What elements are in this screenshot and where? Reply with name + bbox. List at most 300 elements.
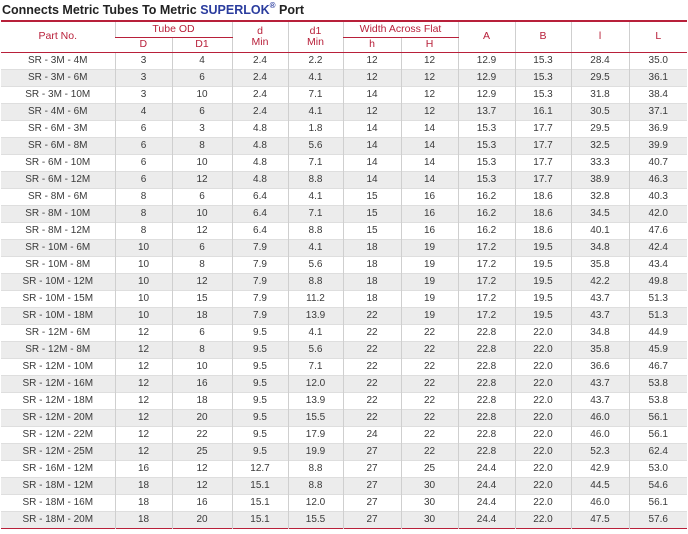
header-width-across-flat: Width Across Flat <box>343 21 458 37</box>
cell-tube-d: 6 <box>115 120 172 137</box>
cell-d-min: 7.9 <box>232 273 288 290</box>
cell-L: 49.8 <box>629 273 687 290</box>
cell-flat-H: 30 <box>401 511 458 528</box>
table-row <box>1 205 687 222</box>
cell-flat-h: 14 <box>343 137 401 154</box>
cell-L: 36.1 <box>629 69 687 86</box>
cell-b: 19.5 <box>515 307 571 324</box>
header-d-label: d <box>257 24 263 37</box>
cell-L: 38.4 <box>629 86 687 103</box>
cell-part-no: SR - 8M - 6M <box>1 188 115 205</box>
cell-part-no: SR - 10M - 18M <box>1 307 115 324</box>
cell-a: 22.8 <box>458 392 515 409</box>
cell-l: 44.5 <box>571 477 629 494</box>
cell-d-min: 2.4 <box>232 103 288 120</box>
cell-flat-h: 22 <box>343 409 401 426</box>
cell-l: 47.5 <box>571 511 629 528</box>
cell-b: 22.0 <box>515 494 571 511</box>
cell-tube-d: 3 <box>115 86 172 103</box>
cell-flat-H: 19 <box>401 239 458 256</box>
cell-a: 24.4 <box>458 460 515 477</box>
registered-mark: ® <box>269 1 276 10</box>
cell-d-min: 2.4 <box>232 86 288 103</box>
cell-l: 35.8 <box>571 256 629 273</box>
cell-flat-h: 12 <box>343 103 401 120</box>
cell-tube-d1: 10 <box>172 358 232 375</box>
cell-tube-d1: 12 <box>172 222 232 239</box>
cell-flat-H: 19 <box>401 307 458 324</box>
table-row <box>1 341 687 358</box>
cell-L: 47.6 <box>629 222 687 239</box>
cell-part-no: SR - 12M - 25M <box>1 443 115 460</box>
cell-flat-H: 22 <box>401 409 458 426</box>
cell-L: 56.1 <box>629 494 687 511</box>
cell-flat-h: 18 <box>343 290 401 307</box>
cell-tube-d1: 6 <box>172 324 232 341</box>
title-suffix: Port <box>275 3 305 17</box>
cell-b: 22.0 <box>515 392 571 409</box>
cell-part-no: SR - 6M - 3M <box>1 120 115 137</box>
cell-b: 22.0 <box>515 460 571 477</box>
cell-tube-d: 6 <box>115 171 172 188</box>
cell-l: 46.0 <box>571 409 629 426</box>
cell-part-no: SR - 10M - 12M <box>1 273 115 290</box>
cell-L: 46.3 <box>629 171 687 188</box>
cell-d1-min: 15.5 <box>288 511 343 528</box>
cell-tube-d1: 12 <box>172 477 232 494</box>
cell-b: 22.0 <box>515 324 571 341</box>
cell-l: 46.0 <box>571 494 629 511</box>
cell-flat-H: 30 <box>401 494 458 511</box>
cell-part-no: SR - 3M - 6M <box>1 69 115 86</box>
cell-b: 22.0 <box>515 358 571 375</box>
cell-d1-min: 13.9 <box>288 307 343 324</box>
cell-d-min: 9.5 <box>232 341 288 358</box>
cell-flat-H: 19 <box>401 256 458 273</box>
cell-d1-min: 8.8 <box>288 477 343 494</box>
cell-l: 38.9 <box>571 171 629 188</box>
table-row <box>1 120 687 137</box>
cell-L: 56.1 <box>629 426 687 443</box>
cell-a: 24.4 <box>458 511 515 528</box>
cell-flat-H: 19 <box>401 273 458 290</box>
cell-flat-H: 14 <box>401 137 458 154</box>
cell-flat-H: 19 <box>401 290 458 307</box>
cell-tube-d1: 10 <box>172 154 232 171</box>
cell-a: 17.2 <box>458 290 515 307</box>
cell-L: 53.8 <box>629 375 687 392</box>
table-row <box>1 188 687 205</box>
cell-tube-d1: 4 <box>172 52 232 69</box>
cell-L: 44.9 <box>629 324 687 341</box>
cell-flat-H: 25 <box>401 460 458 477</box>
cell-d1-min: 4.1 <box>288 103 343 120</box>
cell-part-no: SR - 6M - 12M <box>1 171 115 188</box>
cell-b: 22.0 <box>515 443 571 460</box>
cell-d-min: 4.8 <box>232 154 288 171</box>
cell-a: 17.2 <box>458 256 515 273</box>
cell-l: 43.7 <box>571 375 629 392</box>
cell-flat-H: 14 <box>401 120 458 137</box>
cell-flat-H: 22 <box>401 358 458 375</box>
cell-part-no: SR - 12M - 6M <box>1 324 115 341</box>
table-row <box>1 171 687 188</box>
cell-part-no: SR - 12M - 16M <box>1 375 115 392</box>
cell-b: 17.7 <box>515 120 571 137</box>
cell-l: 35.8 <box>571 341 629 358</box>
cell-flat-H: 14 <box>401 171 458 188</box>
cell-a: 24.4 <box>458 477 515 494</box>
cell-flat-h: 22 <box>343 307 401 324</box>
cell-tube-d: 16 <box>115 460 172 477</box>
cell-l: 33.3 <box>571 154 629 171</box>
cell-l: 43.7 <box>571 290 629 307</box>
cell-flat-h: 14 <box>343 171 401 188</box>
header-l-small: l <box>571 21 629 52</box>
cell-L: 43.4 <box>629 256 687 273</box>
cell-l: 29.5 <box>571 69 629 86</box>
cell-flat-h: 15 <box>343 222 401 239</box>
cell-d1-min: 4.1 <box>288 239 343 256</box>
cell-d-min: 4.8 <box>232 120 288 137</box>
cell-flat-H: 22 <box>401 443 458 460</box>
cell-flat-h: 27 <box>343 477 401 494</box>
cell-flat-H: 22 <box>401 324 458 341</box>
cell-l: 29.5 <box>571 120 629 137</box>
cell-d1-min: 19.9 <box>288 443 343 460</box>
cell-flat-H: 12 <box>401 69 458 86</box>
cell-flat-H: 14 <box>401 154 458 171</box>
cell-tube-d: 12 <box>115 375 172 392</box>
cell-flat-H: 22 <box>401 392 458 409</box>
cell-b: 18.6 <box>515 205 571 222</box>
cell-a: 16.2 <box>458 222 515 239</box>
header-d1-min: Min <box>307 35 324 48</box>
table-body <box>1 52 687 528</box>
table-row <box>1 69 687 86</box>
cell-flat-H: 22 <box>401 426 458 443</box>
cell-tube-d1: 20 <box>172 511 232 528</box>
cell-l: 42.9 <box>571 460 629 477</box>
cell-L: 40.3 <box>629 188 687 205</box>
cell-flat-h: 22 <box>343 341 401 358</box>
cell-d1-min: 12.0 <box>288 375 343 392</box>
table-row <box>1 103 687 120</box>
cell-part-no: SR - 16M - 12M <box>1 460 115 477</box>
cell-part-no: SR - 10M - 6M <box>1 239 115 256</box>
cell-a: 12.9 <box>458 86 515 103</box>
cell-b: 15.3 <box>515 86 571 103</box>
cell-tube-d: 10 <box>115 239 172 256</box>
cell-tube-d1: 10 <box>172 86 232 103</box>
cell-tube-d1: 20 <box>172 409 232 426</box>
cell-a: 15.3 <box>458 154 515 171</box>
header-d1 <box>288 21 343 52</box>
cell-tube-d1: 12 <box>172 171 232 188</box>
cell-tube-d: 18 <box>115 494 172 511</box>
cell-d1-min: 15.5 <box>288 409 343 426</box>
cell-a: 12.9 <box>458 69 515 86</box>
header-d-min: Min <box>251 35 269 48</box>
cell-L: 40.7 <box>629 154 687 171</box>
cell-tube-d: 10 <box>115 273 172 290</box>
cell-a: 22.8 <box>458 409 515 426</box>
cell-a: 12.9 <box>458 52 515 69</box>
cell-d1-min: 4.1 <box>288 188 343 205</box>
cell-l: 52.3 <box>571 443 629 460</box>
cell-L: 35.0 <box>629 52 687 69</box>
cell-flat-H: 16 <box>401 222 458 239</box>
cell-d1-min: 8.8 <box>288 171 343 188</box>
cell-b: 19.5 <box>515 239 571 256</box>
cell-a: 22.8 <box>458 426 515 443</box>
cell-tube-d1: 8 <box>172 137 232 154</box>
cell-tube-d1: 6 <box>172 239 232 256</box>
cell-d1-min: 5.6 <box>288 137 343 154</box>
cell-tube-d1: 16 <box>172 375 232 392</box>
header-l-large: L <box>629 21 687 52</box>
cell-tube-d: 6 <box>115 154 172 171</box>
cell-tube-d: 4 <box>115 103 172 120</box>
cell-flat-H: 12 <box>401 86 458 103</box>
header-h-large: H <box>401 37 458 52</box>
table-row <box>1 392 687 409</box>
cell-a: 22.8 <box>458 341 515 358</box>
table-row <box>1 52 687 69</box>
cell-b: 16.1 <box>515 103 571 120</box>
cell-l: 32.8 <box>571 188 629 205</box>
table-row <box>1 426 687 443</box>
cell-L: 37.1 <box>629 103 687 120</box>
cell-flat-H: 12 <box>401 52 458 69</box>
cell-part-no: SR - 8M - 10M <box>1 205 115 222</box>
table-row <box>1 154 687 171</box>
cell-b: 15.3 <box>515 69 571 86</box>
cell-L: 54.6 <box>629 477 687 494</box>
table-row <box>1 511 687 528</box>
table-row <box>1 137 687 154</box>
cell-b: 19.5 <box>515 290 571 307</box>
cell-flat-h: 18 <box>343 239 401 256</box>
cell-flat-H: 22 <box>401 341 458 358</box>
cell-flat-h: 15 <box>343 188 401 205</box>
cell-flat-h: 24 <box>343 426 401 443</box>
cell-L: 42.4 <box>629 239 687 256</box>
table-header <box>1 21 687 52</box>
cell-l: 46.0 <box>571 426 629 443</box>
cell-tube-d: 10 <box>115 256 172 273</box>
cell-part-no: SR - 12M - 20M <box>1 409 115 426</box>
cell-part-no: SR - 3M - 4M <box>1 52 115 69</box>
cell-tube-d1: 8 <box>172 341 232 358</box>
cell-b: 18.6 <box>515 188 571 205</box>
cell-d-min: 15.1 <box>232 511 288 528</box>
cell-a: 17.2 <box>458 273 515 290</box>
cell-tube-d: 3 <box>115 52 172 69</box>
cell-l: 32.5 <box>571 137 629 154</box>
table-row <box>1 460 687 477</box>
cell-a: 22.8 <box>458 324 515 341</box>
cell-flat-h: 27 <box>343 443 401 460</box>
cell-d-min: 9.5 <box>232 409 288 426</box>
cell-d-min: 15.1 <box>232 494 288 511</box>
cell-tube-d1: 3 <box>172 120 232 137</box>
cell-d1-min: 4.1 <box>288 69 343 86</box>
cell-tube-d1: 6 <box>172 69 232 86</box>
cell-tube-d: 12 <box>115 409 172 426</box>
cell-flat-h: 27 <box>343 511 401 528</box>
cell-l: 40.1 <box>571 222 629 239</box>
cell-tube-d1: 6 <box>172 188 232 205</box>
cell-d-min: 9.5 <box>232 392 288 409</box>
cell-l: 30.5 <box>571 103 629 120</box>
cell-tube-d1: 18 <box>172 392 232 409</box>
cell-tube-d: 10 <box>115 290 172 307</box>
cell-tube-d1: 6 <box>172 103 232 120</box>
cell-L: 51.3 <box>629 307 687 324</box>
table-row <box>1 324 687 341</box>
cell-tube-d: 18 <box>115 477 172 494</box>
cell-b: 17.7 <box>515 171 571 188</box>
cell-flat-h: 14 <box>343 154 401 171</box>
cell-flat-h: 18 <box>343 273 401 290</box>
cell-tube-d1: 25 <box>172 443 232 460</box>
cell-d-min: 6.4 <box>232 188 288 205</box>
header-b: B <box>515 21 571 52</box>
cell-flat-h: 27 <box>343 494 401 511</box>
cell-l: 28.4 <box>571 52 629 69</box>
table-row <box>1 494 687 511</box>
cell-tube-d1: 12 <box>172 460 232 477</box>
cell-d-min: 9.5 <box>232 375 288 392</box>
cell-d1-min: 11.2 <box>288 290 343 307</box>
cell-a: 15.3 <box>458 120 515 137</box>
cell-d1-min: 7.1 <box>288 154 343 171</box>
cell-d1-min: 8.8 <box>288 460 343 477</box>
cell-b: 22.0 <box>515 409 571 426</box>
table-row <box>1 443 687 460</box>
cell-tube-d: 10 <box>115 307 172 324</box>
cell-tube-d: 3 <box>115 69 172 86</box>
cell-flat-H: 30 <box>401 477 458 494</box>
cell-tube-d: 12 <box>115 443 172 460</box>
cell-d1-min: 2.2 <box>288 52 343 69</box>
cell-b: 22.0 <box>515 341 571 358</box>
cell-l: 34.8 <box>571 239 629 256</box>
cell-d-min: 9.5 <box>232 324 288 341</box>
table-row <box>1 358 687 375</box>
cell-tube-d: 8 <box>115 205 172 222</box>
cell-d1-min: 7.1 <box>288 86 343 103</box>
cell-l: 34.5 <box>571 205 629 222</box>
cell-l: 36.6 <box>571 358 629 375</box>
cell-d1-min: 5.6 <box>288 341 343 358</box>
cell-tube-d1: 12 <box>172 273 232 290</box>
spec-table <box>1 20 687 529</box>
cell-tube-d1: 15 <box>172 290 232 307</box>
cell-b: 18.6 <box>515 222 571 239</box>
cell-flat-h: 14 <box>343 120 401 137</box>
cell-l: 43.7 <box>571 392 629 409</box>
cell-flat-h: 22 <box>343 324 401 341</box>
table-row <box>1 290 687 307</box>
cell-tube-d: 8 <box>115 188 172 205</box>
cell-a: 24.4 <box>458 494 515 511</box>
cell-d-min: 12.7 <box>232 460 288 477</box>
cell-part-no: SR - 12M - 22M <box>1 426 115 443</box>
cell-tube-d: 12 <box>115 392 172 409</box>
cell-d-min: 15.1 <box>232 477 288 494</box>
cell-tube-d1: 22 <box>172 426 232 443</box>
brand-name <box>200 3 275 17</box>
cell-tube-d1: 18 <box>172 307 232 324</box>
cell-tube-d1: 16 <box>172 494 232 511</box>
cell-part-no: SR - 10M - 8M <box>1 256 115 273</box>
cell-d1-min: 13.9 <box>288 392 343 409</box>
cell-d1-min: 1.8 <box>288 120 343 137</box>
header-a: A <box>458 21 515 52</box>
cell-tube-d: 12 <box>115 324 172 341</box>
cell-part-no: SR - 3M - 10M <box>1 86 115 103</box>
cell-d-min: 7.9 <box>232 290 288 307</box>
table-row <box>1 86 687 103</box>
table-row <box>1 409 687 426</box>
cell-b: 22.0 <box>515 375 571 392</box>
cell-a: 16.2 <box>458 188 515 205</box>
cell-flat-H: 12 <box>401 103 458 120</box>
cell-d1-min: 7.1 <box>288 358 343 375</box>
cell-part-no: SR - 10M - 15M <box>1 290 115 307</box>
cell-flat-H: 16 <box>401 188 458 205</box>
cell-d-min: 9.5 <box>232 443 288 460</box>
cell-d-min: 6.4 <box>232 222 288 239</box>
cell-L: 56.1 <box>629 409 687 426</box>
cell-L: 62.4 <box>629 443 687 460</box>
cell-flat-h: 12 <box>343 52 401 69</box>
title-prefix: Connects Metric Tubes To Metric <box>2 3 201 17</box>
cell-L: 53.0 <box>629 460 687 477</box>
cell-flat-h: 15 <box>343 205 401 222</box>
cell-L: 53.8 <box>629 392 687 409</box>
table-row <box>1 375 687 392</box>
cell-L: 51.3 <box>629 290 687 307</box>
cell-a: 17.2 <box>458 239 515 256</box>
cell-tube-d: 8 <box>115 222 172 239</box>
cell-flat-h: 12 <box>343 69 401 86</box>
table-row <box>1 239 687 256</box>
header-h-small: h <box>343 37 401 52</box>
cell-b: 22.0 <box>515 477 571 494</box>
cell-a: 22.8 <box>458 375 515 392</box>
header-d <box>232 21 288 52</box>
cell-part-no: SR - 6M - 10M <box>1 154 115 171</box>
cell-d-min: 9.5 <box>232 426 288 443</box>
cell-d-min: 2.4 <box>232 52 288 69</box>
cell-d1-min: 4.1 <box>288 324 343 341</box>
header-tube-d: D <box>115 37 172 52</box>
cell-b: 15.3 <box>515 52 571 69</box>
cell-tube-d: 12 <box>115 358 172 375</box>
cell-a: 22.8 <box>458 443 515 460</box>
table-row <box>1 273 687 290</box>
cell-d1-min: 17.9 <box>288 426 343 443</box>
cell-L: 57.6 <box>629 511 687 528</box>
cell-l: 43.7 <box>571 307 629 324</box>
cell-d1-min: 12.0 <box>288 494 343 511</box>
cell-tube-d: 6 <box>115 137 172 154</box>
cell-d-min: 4.8 <box>232 171 288 188</box>
cell-tube-d: 12 <box>115 426 172 443</box>
